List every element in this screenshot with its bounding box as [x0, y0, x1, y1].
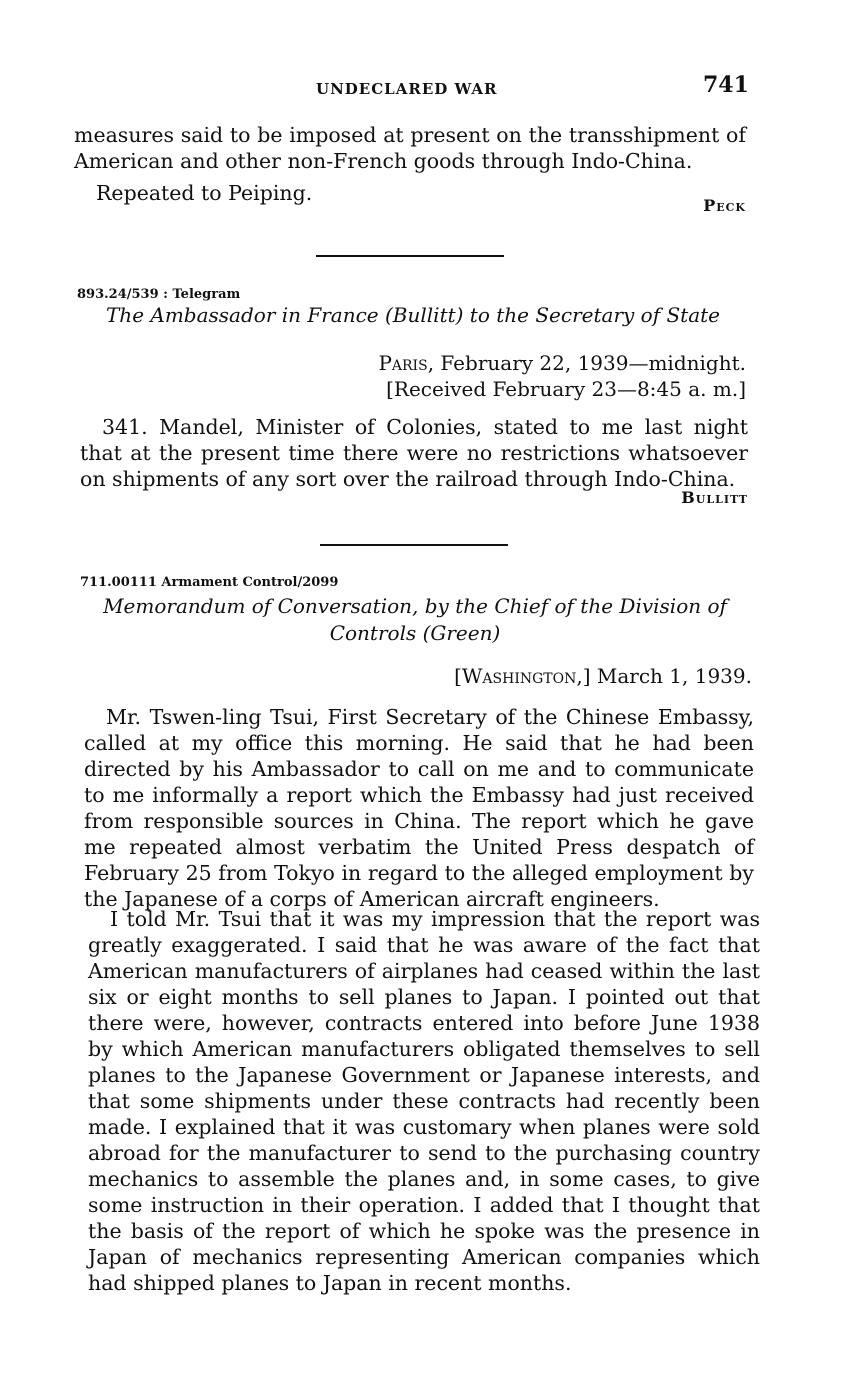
section-divider — [316, 255, 504, 257]
dateline-place: [Washington,] — [454, 664, 591, 688]
document-title: The Ambassador in France (Bullitt) to the Secretary of State — [105, 303, 721, 327]
memorandum-paragraph: I told Mr. Tsui that it was my impression that the report was greatly exaggerated. I said that he was aware of the fact that American manufacturers of airplanes had ceased within the last six or eight months to sell planes to Japan. I pointed out that there were, however, contracts entered into before June 1938 by which American manufacturers obligated themselves to sell planes to the Japanese Government or Japanese interests, and that some shipments under these contracts had recently been made. I explained that it was customary when planes were sold abroad for the manufacturer to send to the purchasing country mechanics to assemble the planes and, in some cases, to give some instruction in their operation. I added that I thought that the basis of the report of which he spoke was the presence in Japan of mechanics representing American companies which had shipped planes to Japan in recent months. — [88, 907, 760, 1295]
received-line: [Received February 23—8:45 a. m.] — [386, 377, 746, 401]
file-number: 711.00111 Armament Control/2099 — [80, 575, 339, 590]
signature-bullitt: Bullitt — [681, 488, 748, 507]
continuation-paragraph: measures said to be imposed at present on the transshipment of American and other non-French goods through Indo-China. — [74, 123, 746, 173]
dateline-date: March 1, 1939. — [590, 664, 752, 688]
dateline — [300, 351, 746, 376]
page-number: 741 — [703, 72, 749, 98]
dateline-place: Paris — [378, 351, 428, 375]
section-divider — [320, 544, 508, 546]
memorandum-title-line2: Controls (Green) — [329, 621, 501, 645]
dateline — [330, 664, 752, 689]
repeated-note: Repeated to Peiping. — [96, 181, 313, 205]
telegram-body: 341. Mandel, Minister of Colonies, stated to me last night that at the present time there were no restrictions whatsoever on shipments of any sort over the railroad through Indo-China. — [80, 415, 748, 491]
file-number: 893.24/539 : Telegram — [77, 287, 241, 302]
memorandum-paragraph: Mr. Tswen-ling Tsui, First Secretary of the Chinese Embassy, called at my office this morning. He said that he had been directed by his Ambassador to call on me and to communicate to me informally a report which the Embassy had just received from responsible sources in China. The report which he gave me repeated almost verbatim the United Press despatch of February 25 from Tokyo in regard to the alleged employment by the Japanese of a corps of American aircraft engineers. — [84, 705, 754, 911]
running-title: UNDECLARED WAR — [316, 80, 498, 98]
dateline-date: , February 22, 1939—midnight. — [427, 351, 746, 375]
memorandum-title-line1: Memorandum of Conversation, by the Chief of the Division of — [103, 594, 727, 618]
signature-peck: Peck — [703, 196, 746, 215]
memorandum-title — [80, 593, 750, 647]
